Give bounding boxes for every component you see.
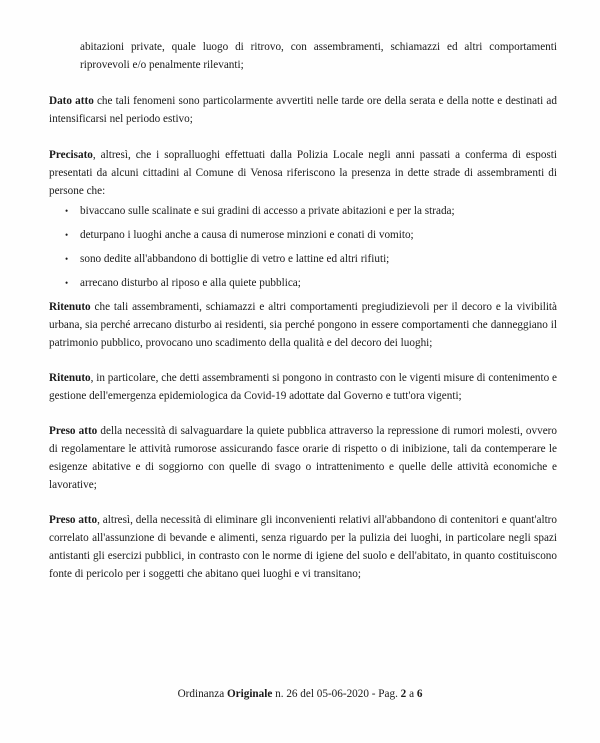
paragraph-lead: Preso atto xyxy=(49,514,98,526)
footer-original-label: Originale xyxy=(226,688,273,700)
paragraph-text: abitazioni private, quale luogo di ritrovo, con assembramenti, schiamazzi ed altri comportamenti riprovevoli e/o penalmente rilevanti; xyxy=(80,41,557,71)
paragraph-lead: Dato atto xyxy=(49,95,94,107)
list-item-text: deturpano i luoghi anche a causa di numerose minzioni e conati di vomito; xyxy=(80,229,414,241)
paragraph-lead: Preso atto xyxy=(49,425,98,437)
page-footer xyxy=(0,686,600,702)
list-item xyxy=(49,250,557,268)
list-item xyxy=(49,274,557,292)
paragraph-text: della necessità di salvaguardare la quiete pubblica attraverso la repressione di rumori molesti, ovvero di regolamentare le attività rumorose assicurando fasce orarie di rispetto o di inibizione, tali da contemperare le esigenze abitative e di soggiorno con quelle di svago o intrattenimento e quelle delle attività economiche e lavorative; xyxy=(49,425,557,491)
paragraph-lead: Ritenuto xyxy=(49,372,91,384)
paragraph-text: , in particolare, che detti assembramenti si pongono in contrasto con le vigenti misure di contenimento e gestione dell'emergenza epidemiologica da Covid-19 adottate dal Governo e tutt'ora vigenti; xyxy=(49,372,557,402)
list-item-text: bivaccano sulle scalinate e sui gradini di accesso a private abitazioni e per la strada; xyxy=(80,205,455,217)
bullet-icon: • xyxy=(65,254,69,264)
paragraph-lead: Ritenuto xyxy=(49,301,91,313)
footer-separator: a xyxy=(406,688,417,700)
paragraph-ritenuto-2 xyxy=(49,369,557,405)
document-body xyxy=(49,38,557,583)
list-item-text: sono dedite all'abbandono di bottiglie di vetro e lattine ed altri rifiuti; xyxy=(80,253,390,265)
bullet-list xyxy=(49,202,557,292)
paragraph-text: , altresì, della necessità di eliminare gli inconvenienti relativi all'abbandono di contenitori e quant'altro correlato all'assunzione di bevande e alimenti, senza riguardo per la pulizia dei luoghi, in particolare negli spazi antistanti gli esercizi pubblici, in contrasto con le norme di igiene del suolo e dell'abitato, in quanto costituiscono fonte di pericolo per i soggetti che abitano quei luoghi e vi transitano; xyxy=(49,514,557,580)
bullet-icon: • xyxy=(65,206,69,216)
paragraph-text: che tali assembramenti, schiamazzi e altri comportamenti pregiudizievoli per il decoro e la vivibilità urbana, sia perché arrecano disturbo ai residenti, sia perché pongono in essere comportamenti che danneggiano il patrimonio pubblico, provocano uno scadimento della qualità e del decoro dei luoghi; xyxy=(49,301,557,349)
paragraph-text: , altresì, che i sopralluoghi effettuati dalla Polizia Locale negli anni passati a conferma di esposti presentati da alcuni cittadini al Comune di Venosa riferiscono la presenza in dette strade di assembramenti di persone che: xyxy=(49,149,557,197)
paragraph-continuation xyxy=(49,38,557,74)
paragraph-text: che tali fenomeni sono particolarmente avvertiti nelle tarde ore della serata e della notte e destinati ad intensificarsi nel periodo estivo; xyxy=(49,95,557,125)
footer-page-total: 6 xyxy=(416,688,423,700)
paragraph-dato-atto xyxy=(49,92,557,128)
paragraph-ritenuto-1 xyxy=(49,298,557,352)
footer-prefix: Ordinanza xyxy=(177,688,227,700)
footer-ordinance-info: n. 26 del 05-06-2020 - Pag. xyxy=(272,688,401,700)
footer-page-number: 2 xyxy=(400,688,407,700)
paragraph-preso-atto-1 xyxy=(49,422,557,494)
paragraph-lead: Precisato xyxy=(49,149,93,161)
bullet-icon: • xyxy=(65,278,69,288)
list-item-text: arrecano disturbo al riposo e alla quiete pubblica; xyxy=(80,277,301,289)
paragraph-precisato xyxy=(49,146,557,200)
paragraph-preso-atto-2 xyxy=(49,511,557,583)
list-item xyxy=(49,202,557,220)
bullet-icon: • xyxy=(65,230,69,240)
list-item xyxy=(49,226,557,244)
